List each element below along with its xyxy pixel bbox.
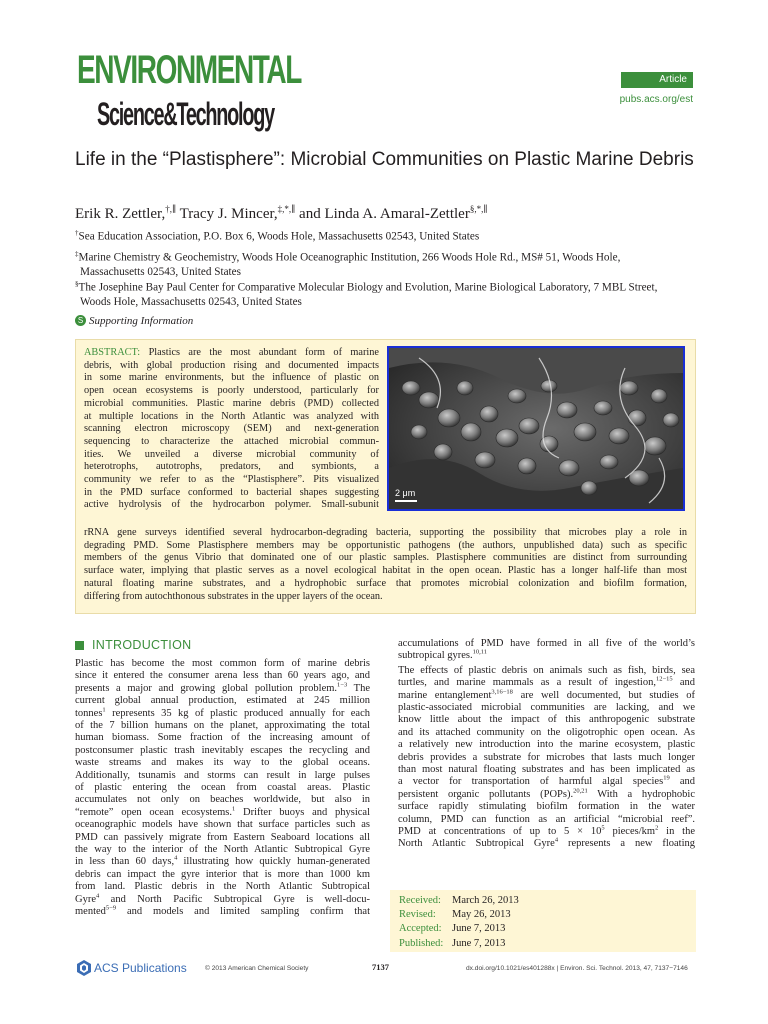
body-text: Plastic has become the most common form of marine debris <box>75 658 370 669</box>
body-line <box>75 695 370 707</box>
abstract-line: in some marine environments, but the influence of plastic on <box>84 372 379 384</box>
citation-ref[interactable]: 5−9 <box>105 904 117 912</box>
citation-ref[interactable]: 20,21 <box>573 787 588 795</box>
body-line <box>398 814 695 826</box>
author-list <box>75 199 695 224</box>
body-text: PMD at concentrations of up to 5 × 10 <box>398 826 602 837</box>
body-line <box>398 826 695 838</box>
abstract-line: open ocean ecosystems is poorly understood, particularly for <box>84 385 379 397</box>
body-line <box>398 764 695 776</box>
date-label: Published: <box>399 937 444 949</box>
abstract-line: scanning electron microscopy (SEM) and next-generation <box>84 423 379 435</box>
sem-micrograph-image <box>387 346 685 511</box>
abstract-line: microbial communities. Plastic marine debris (PMD) collected <box>84 397 379 409</box>
citation-ref[interactable]: 3,16−18 <box>491 688 513 696</box>
date-label: Received: <box>399 895 441 906</box>
page-number: 7137 <box>372 962 389 972</box>
author-name[interactable]: and Linda A. Amaral-Zettler <box>299 206 470 222</box>
body-line <box>398 665 695 677</box>
body-line <box>75 869 370 881</box>
body-line <box>75 757 370 769</box>
body-text: the way to the interior of the North Atlantic Subtropical Gyre <box>75 844 370 855</box>
abstract-line: ities. We unveiled a diverse microbial community of <box>84 448 379 460</box>
body-line <box>75 720 370 732</box>
author-name[interactable]: Tracy J. Mincer, <box>179 206 278 222</box>
citation-ref[interactable]: 4 <box>96 892 100 900</box>
body-text: debris provides a substrate for microbes that lasts much longer <box>398 751 695 763</box>
doi-link[interactable]: dx.doi.org/10.1021/es401288x <box>466 965 555 972</box>
journal-logo-line1: ENVIRONMENTAL <box>77 48 301 92</box>
body-text: a vector for transportation of harmful algal species <box>398 776 664 788</box>
body-text: persistent organic pollutants (POPs). <box>398 788 574 800</box>
abstract-line: members of the genus Vibrio that dominated one of our plastic samples. Plastisphere communities are distinct from surrounding <box>84 552 687 564</box>
paper-title: Life in the “Plastisphere”: Microbial Communities on Plastic Marine Debris <box>75 149 694 170</box>
scale-bar-label: 2 μm <box>395 488 416 498</box>
body-line <box>75 658 370 670</box>
body-line <box>75 670 370 682</box>
body-text: The effects of plastic debris on animals such as fish, birds, sea <box>398 664 695 676</box>
body-text: North Atlantic Subtropical Gyre <box>398 838 555 850</box>
section-marker-square <box>75 641 84 650</box>
body-text: and <box>669 776 695 788</box>
citation-ref[interactable]: 4 <box>554 836 559 844</box>
abstract-line <box>84 347 379 360</box>
date-label: Revised: <box>399 909 436 921</box>
body-line <box>398 677 695 689</box>
body-text: plastic-associated microbial communities are lacking, and we <box>398 702 695 713</box>
journal-url-link[interactable]: pubs.acs.org/est <box>619 94 693 105</box>
author-affil-marks: ‡,*,∥ <box>277 204 296 214</box>
date-value: June 7, 2013 <box>452 923 506 935</box>
affiliation <box>75 247 695 279</box>
citation-ref[interactable]: 4 <box>174 854 178 862</box>
doi-citation <box>466 964 688 974</box>
abstract-heading: ABSTRACT: <box>84 347 141 358</box>
abstract-line: debris, with global production rising and documented impacts <box>84 359 379 371</box>
abstract-line: heterotrophs, autotrophs, predators, and symbionts, a <box>84 461 379 473</box>
supporting-info-icon[interactable]: S <box>75 315 86 326</box>
acs-publications-logo-text[interactable]: ACS Publications <box>94 961 187 975</box>
abstract-line: active hydrolysis of the hydrocarbon polymer. Small-subunit <box>84 499 379 511</box>
author-name[interactable]: Erik R. Zettler, <box>75 206 166 222</box>
body-text: of the 7 billion humans on the planet, approximating the total <box>75 720 370 731</box>
body-text: in the <box>658 826 695 837</box>
abstract-line: at multiple locations in the North Atlantic was analyzed with <box>84 410 379 422</box>
body-line <box>75 770 370 782</box>
body-text: in less than 60 days, <box>75 856 175 868</box>
body-text: With a hydrophobic <box>587 788 696 800</box>
abstract-line-text: Plastics are the most abundant form of marine <box>148 347 379 358</box>
supporting-info-link[interactable]: Supporting Information <box>89 315 194 327</box>
body-text: are well documented, but studies of <box>512 689 695 701</box>
affiliation-text-cont: Massachusetts 02543, United States <box>80 265 241 278</box>
body-text: tonnes <box>75 707 103 719</box>
body-line <box>398 752 695 764</box>
body-line <box>75 844 370 856</box>
body-line <box>398 776 695 788</box>
body-text: subtropical gyres. <box>398 650 473 662</box>
scale-bar <box>395 500 417 502</box>
body-line <box>398 801 695 813</box>
body-text: of plastic entering the ocean from coastal areas. Plastic <box>75 782 370 793</box>
citation-ref[interactable]: 12−15 <box>655 675 673 683</box>
body-text: surface rapidly stimulating biofilm formation in the water <box>398 801 695 813</box>
body-text: turtles, and marine mammals as a result of ingestion, <box>398 677 656 689</box>
body-text: from land. Plastic debris in the North Atlantic Subtropical <box>75 881 370 893</box>
abstract-line: natural floating marine substrates, and a hydrophobic surface that promotes microbial colonization and biofilm formation, <box>84 577 687 589</box>
date-value: March 26, 2013 <box>452 895 519 906</box>
body-line <box>398 727 695 739</box>
body-text: accumulations of PMD have formed in all five of the world’s <box>398 638 695 649</box>
body-text: mented <box>75 906 106 917</box>
affiliation-mark: † <box>75 229 79 237</box>
body-text: and North Pacific Subtropical Gyre is well-docu- <box>99 893 370 905</box>
affiliation-text: Sea Education Association, P.O. Box 6, Woods Hole, Massachusetts 02543, United States <box>78 230 480 243</box>
body-line <box>398 702 695 714</box>
body-line <box>75 782 370 794</box>
body-line <box>75 819 370 831</box>
body-text: know little about the impact of this anthropogenic substrate <box>398 714 695 726</box>
date-value: June 7, 2013 <box>452 937 506 949</box>
body-text: represents 35 kg of plastic produced annually for each <box>105 707 370 719</box>
article-type-badge: Article <box>621 72 693 88</box>
body-text: and its attached community on the oligotrophic open ocean. As <box>398 726 695 738</box>
author-affil-marks: §,*,∥ <box>469 204 488 214</box>
superscript[interactable]: 2 <box>655 824 659 832</box>
affiliation-text: Marine Chemistry & Geochemistry, Woods Hole Oceanographic Institution, 266 Woods Hole Rd., MS# 51, Woods Hole, <box>78 251 621 264</box>
body-line <box>75 708 370 720</box>
body-line <box>75 856 370 868</box>
citation-ref[interactable]: 1 <box>232 805 236 813</box>
body-line <box>75 794 370 806</box>
date-label: Accepted: <box>399 923 442 935</box>
journal-logo <box>77 48 301 134</box>
body-line <box>75 807 370 819</box>
date-value: May 26, 2013 <box>452 909 511 921</box>
abstract-line: differing from autochthonous substrates in the upper layers of the ocean. <box>84 590 383 602</box>
body-line <box>398 714 695 726</box>
journal-logo-line2: Science&Technology <box>97 96 274 132</box>
body-line <box>75 832 370 844</box>
affiliation <box>75 277 695 309</box>
body-text: accumulates not only on beaches worldwide, but also in <box>75 794 370 806</box>
body-line <box>75 732 370 744</box>
body-text: and models and limited sampling confirm that <box>116 906 370 917</box>
body-text: pieces/km <box>604 826 656 837</box>
body-line <box>75 745 370 757</box>
body-line <box>75 906 370 918</box>
body-text: Drifter buoys and physical <box>235 806 370 818</box>
body-text: than most natural floating substrates and has been implicated as <box>398 764 695 775</box>
abstract-line: community we refer to as the “Plastisphere”. Pits visualized <box>84 474 379 485</box>
copyright-notice: © 2013 American Chemical Society <box>205 965 309 972</box>
abstract-line: in the PMD surface conformed to bacterial shapes suggesting <box>84 486 379 498</box>
body-text: The <box>347 682 371 694</box>
body-line <box>398 638 695 650</box>
citation-ref[interactable]: 1−3 <box>337 681 348 689</box>
body-line <box>398 690 695 702</box>
abstract-line: degrading PMD. Some Plastisphere members may be opportunistic pathogens (the authors, unpublished data) such as specific <box>84 539 687 551</box>
body-text: “remote” open ocean ecosystems. <box>75 806 233 818</box>
affiliation-mark: § <box>75 280 79 288</box>
body-line <box>398 838 695 850</box>
body-text: PMD can passively migrate from Eastern Seaboard locations all <box>75 831 370 843</box>
body-line <box>75 683 370 695</box>
body-text: debris can impact the gyre interior that is more than 1000 km <box>75 868 370 880</box>
citation-ref[interactable]: 1 <box>102 706 106 714</box>
body-text: presents a major and growing global pollution problem. <box>75 682 338 694</box>
body-line <box>75 894 370 906</box>
author-affil-marks: †,∥ <box>165 204 177 214</box>
sem-micrograph <box>389 348 683 509</box>
body-text: Gyre <box>75 893 96 905</box>
citation-ref[interactable]: 19 <box>663 774 670 782</box>
body-text: Additionally, tsunamis and storms can result in large pulses <box>75 769 370 781</box>
body-text: waste streams and makes its way to the global oceans. <box>75 757 370 769</box>
body-text: human biomass. Some fraction of the increasing amount of <box>75 732 370 744</box>
citation-ref[interactable]: 5 <box>601 824 605 832</box>
abstract-line: surface water, implying that plastic serves as a novel ecological habitat in the open ocean. Plastic has a longer half-life than most <box>84 565 687 577</box>
body-text: oceanographic models have shown that surface particles such as <box>75 819 370 831</box>
abstract-line: sequencing to characterize the attached microbial commun- <box>84 435 379 447</box>
acs-logo-icon <box>77 960 91 976</box>
affiliation-text: The Josephine Bay Paul Center for Comparative Molecular Biology and Evolution, Marine Biological Laboratory, 7 MBL Street, <box>78 281 658 294</box>
body-text: current global annual production, estimated at 245 million <box>75 695 370 707</box>
body-line <box>398 739 695 751</box>
body-text: column, PMD can function as an artificial “microbial reef”. <box>398 813 695 825</box>
body-line <box>398 789 695 801</box>
body-text: since it entered the consumer arena less than 60 years ago, and <box>75 670 370 682</box>
body-text: postconsumer plastic trash inevitably escapes the recycling and <box>75 744 370 756</box>
body-text: represents a new floating <box>558 838 695 850</box>
affiliation-text-cont: Woods Hole, Massachusetts 02543, United States <box>80 295 302 308</box>
citation-ref[interactable]: 10,11 <box>472 648 488 656</box>
body-line <box>75 881 370 893</box>
body-text: marine entanglement <box>398 689 492 701</box>
body-line <box>398 650 695 662</box>
body-text: illustrating how quickly human-generated <box>177 856 370 868</box>
affiliation <box>75 226 695 244</box>
body-text: and <box>672 677 695 689</box>
section-heading-introduction: INTRODUCTION <box>92 638 192 652</box>
affiliation-mark: ‡ <box>75 250 79 258</box>
abstract-line: rRNA gene surveys identified several hydrocarbon-degrading bacteria, supporting the possibility that microbes play a role in <box>84 527 687 538</box>
body-text: a relatively new introduction into the marine ecosystem, plastic <box>398 739 695 751</box>
citation-text: | Environ. Sci. Technol. 2013, 47, 7137−7146 <box>554 965 688 972</box>
